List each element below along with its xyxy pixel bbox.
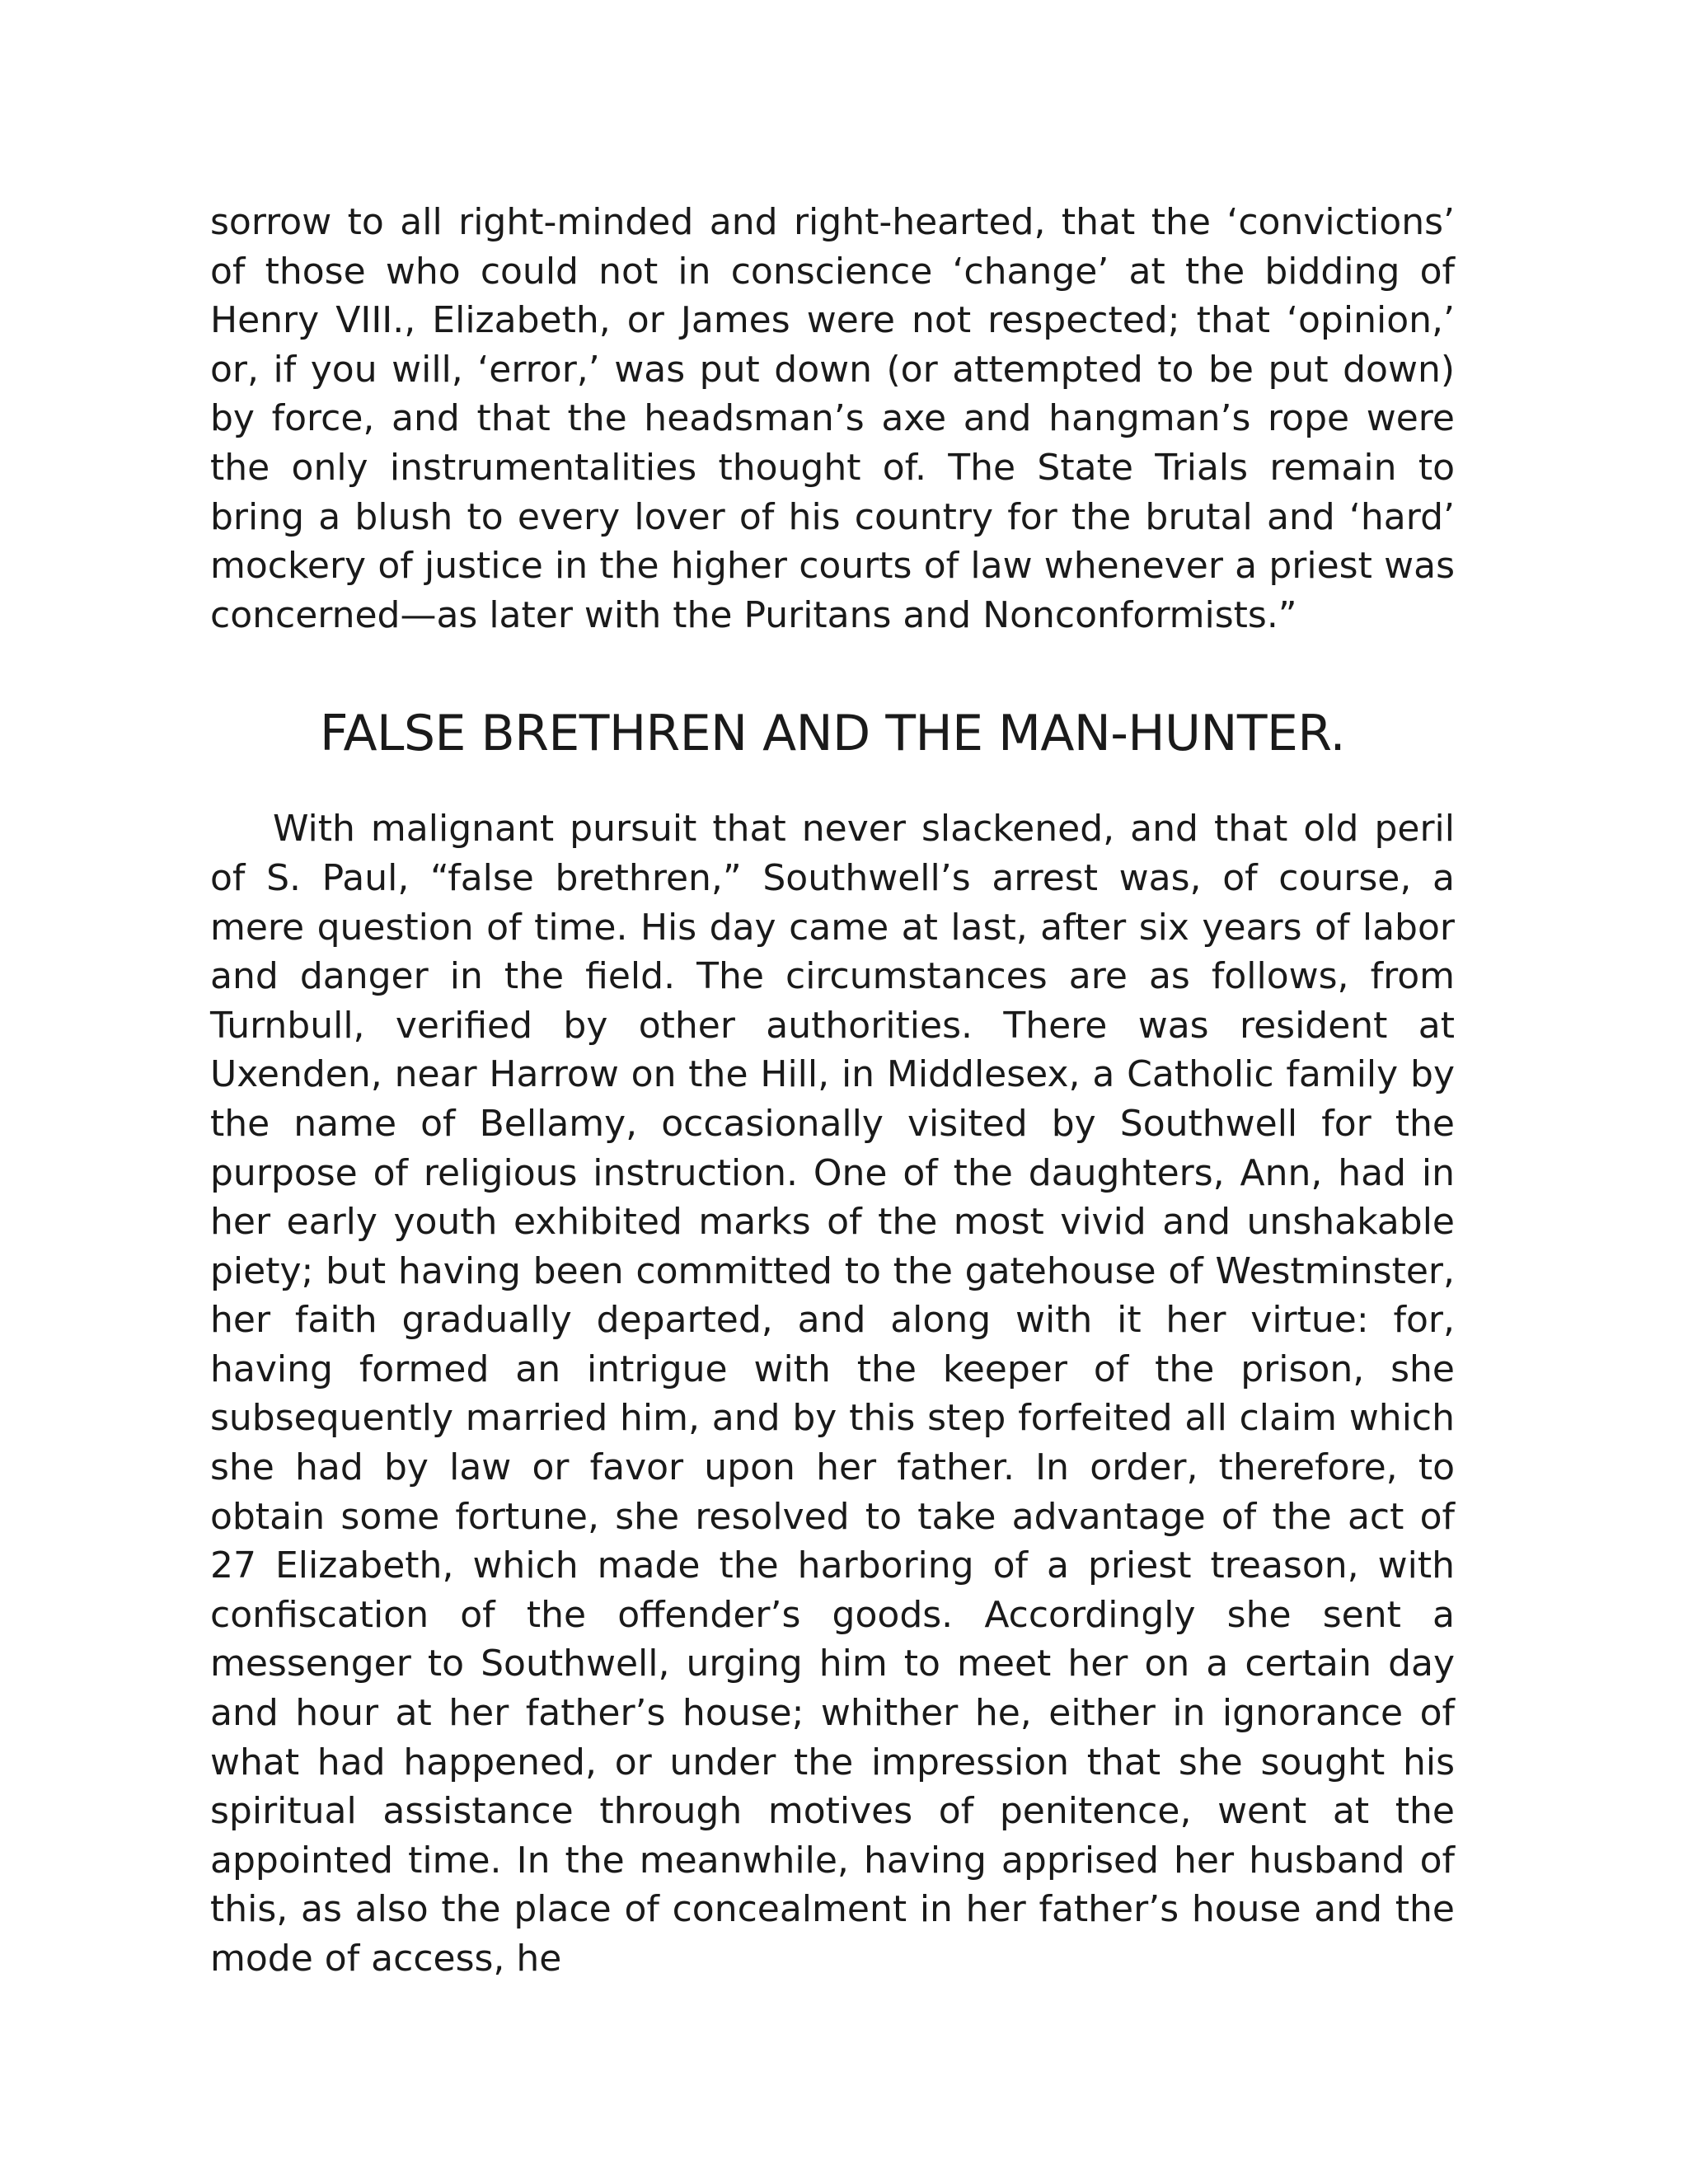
section-heading: FALSE BRETHREN AND THE MAN-HUNTER.	[319, 705, 1346, 763]
continuation-paragraph: sorrow to all right-minded and right-hearted, that the ‘convictions’ of those who could not in conscience ‘change’ at the bidding of Henry VIII., Elizabeth, or James were not respected; that ‘opinion,’ or, if you will, ‘error,’ was put down (or attempted to be put down) by force, and that the headsman’s axe and hangman’s rope were the only instrumentalities thought of. The State Trials remain to bring a blush to every lover of his country for the brutal and ‘hard’ mockery of justice in the higher courts of law whenever a priest was concerned—as later with the Puritans and Nonconformists.”	[210, 201, 1455, 636]
main-paragraph: With malignant pursuit that never slackened, and that old peril of S. Paul, “false brethren,” Southwell’s arrest was, of course, a mere question of time. His day came at last, after six years of labor and danger in the field. The circumstances are as follows, from Turnbull, verified by other authorities. There was resident at Uxenden, near Harrow on the Hill, in Middlesex, a Catholic family by the name of Bellamy, occasionally visited by Southwell for the purpose of religious instruction. One of the daughters, Ann, had in her early youth exhibited marks of the most vivid and unshakable piety; but having been committed to the gatehouse of Westminster, her faith gradually departed, and along with it her virtue: for, having formed an intrigue with the keeper of the prison, she subsequently married him, and by this step forfeited all claim which she had by law or favor upon her father. In order, therefore, to obtain some fortune, she resolved to take advantage of the act of 27 Elizabeth, which made the harboring of a priest treason, with confiscation of the offender’s goods. Accordingly she sent a messenger to Southwell, urging him to meet her on a certain day and hour at her father’s house; whither he, either in ignorance of what had happened, or under the impression that she sought his spiritual assistance through motives of penitence, went at the appointed time. In the meanwhile, having apprised her husband of this, as also the place of concealment in her father’s house and the mode of access, he	[210, 808, 1455, 1980]
page-body	[210, 198, 1455, 1984]
